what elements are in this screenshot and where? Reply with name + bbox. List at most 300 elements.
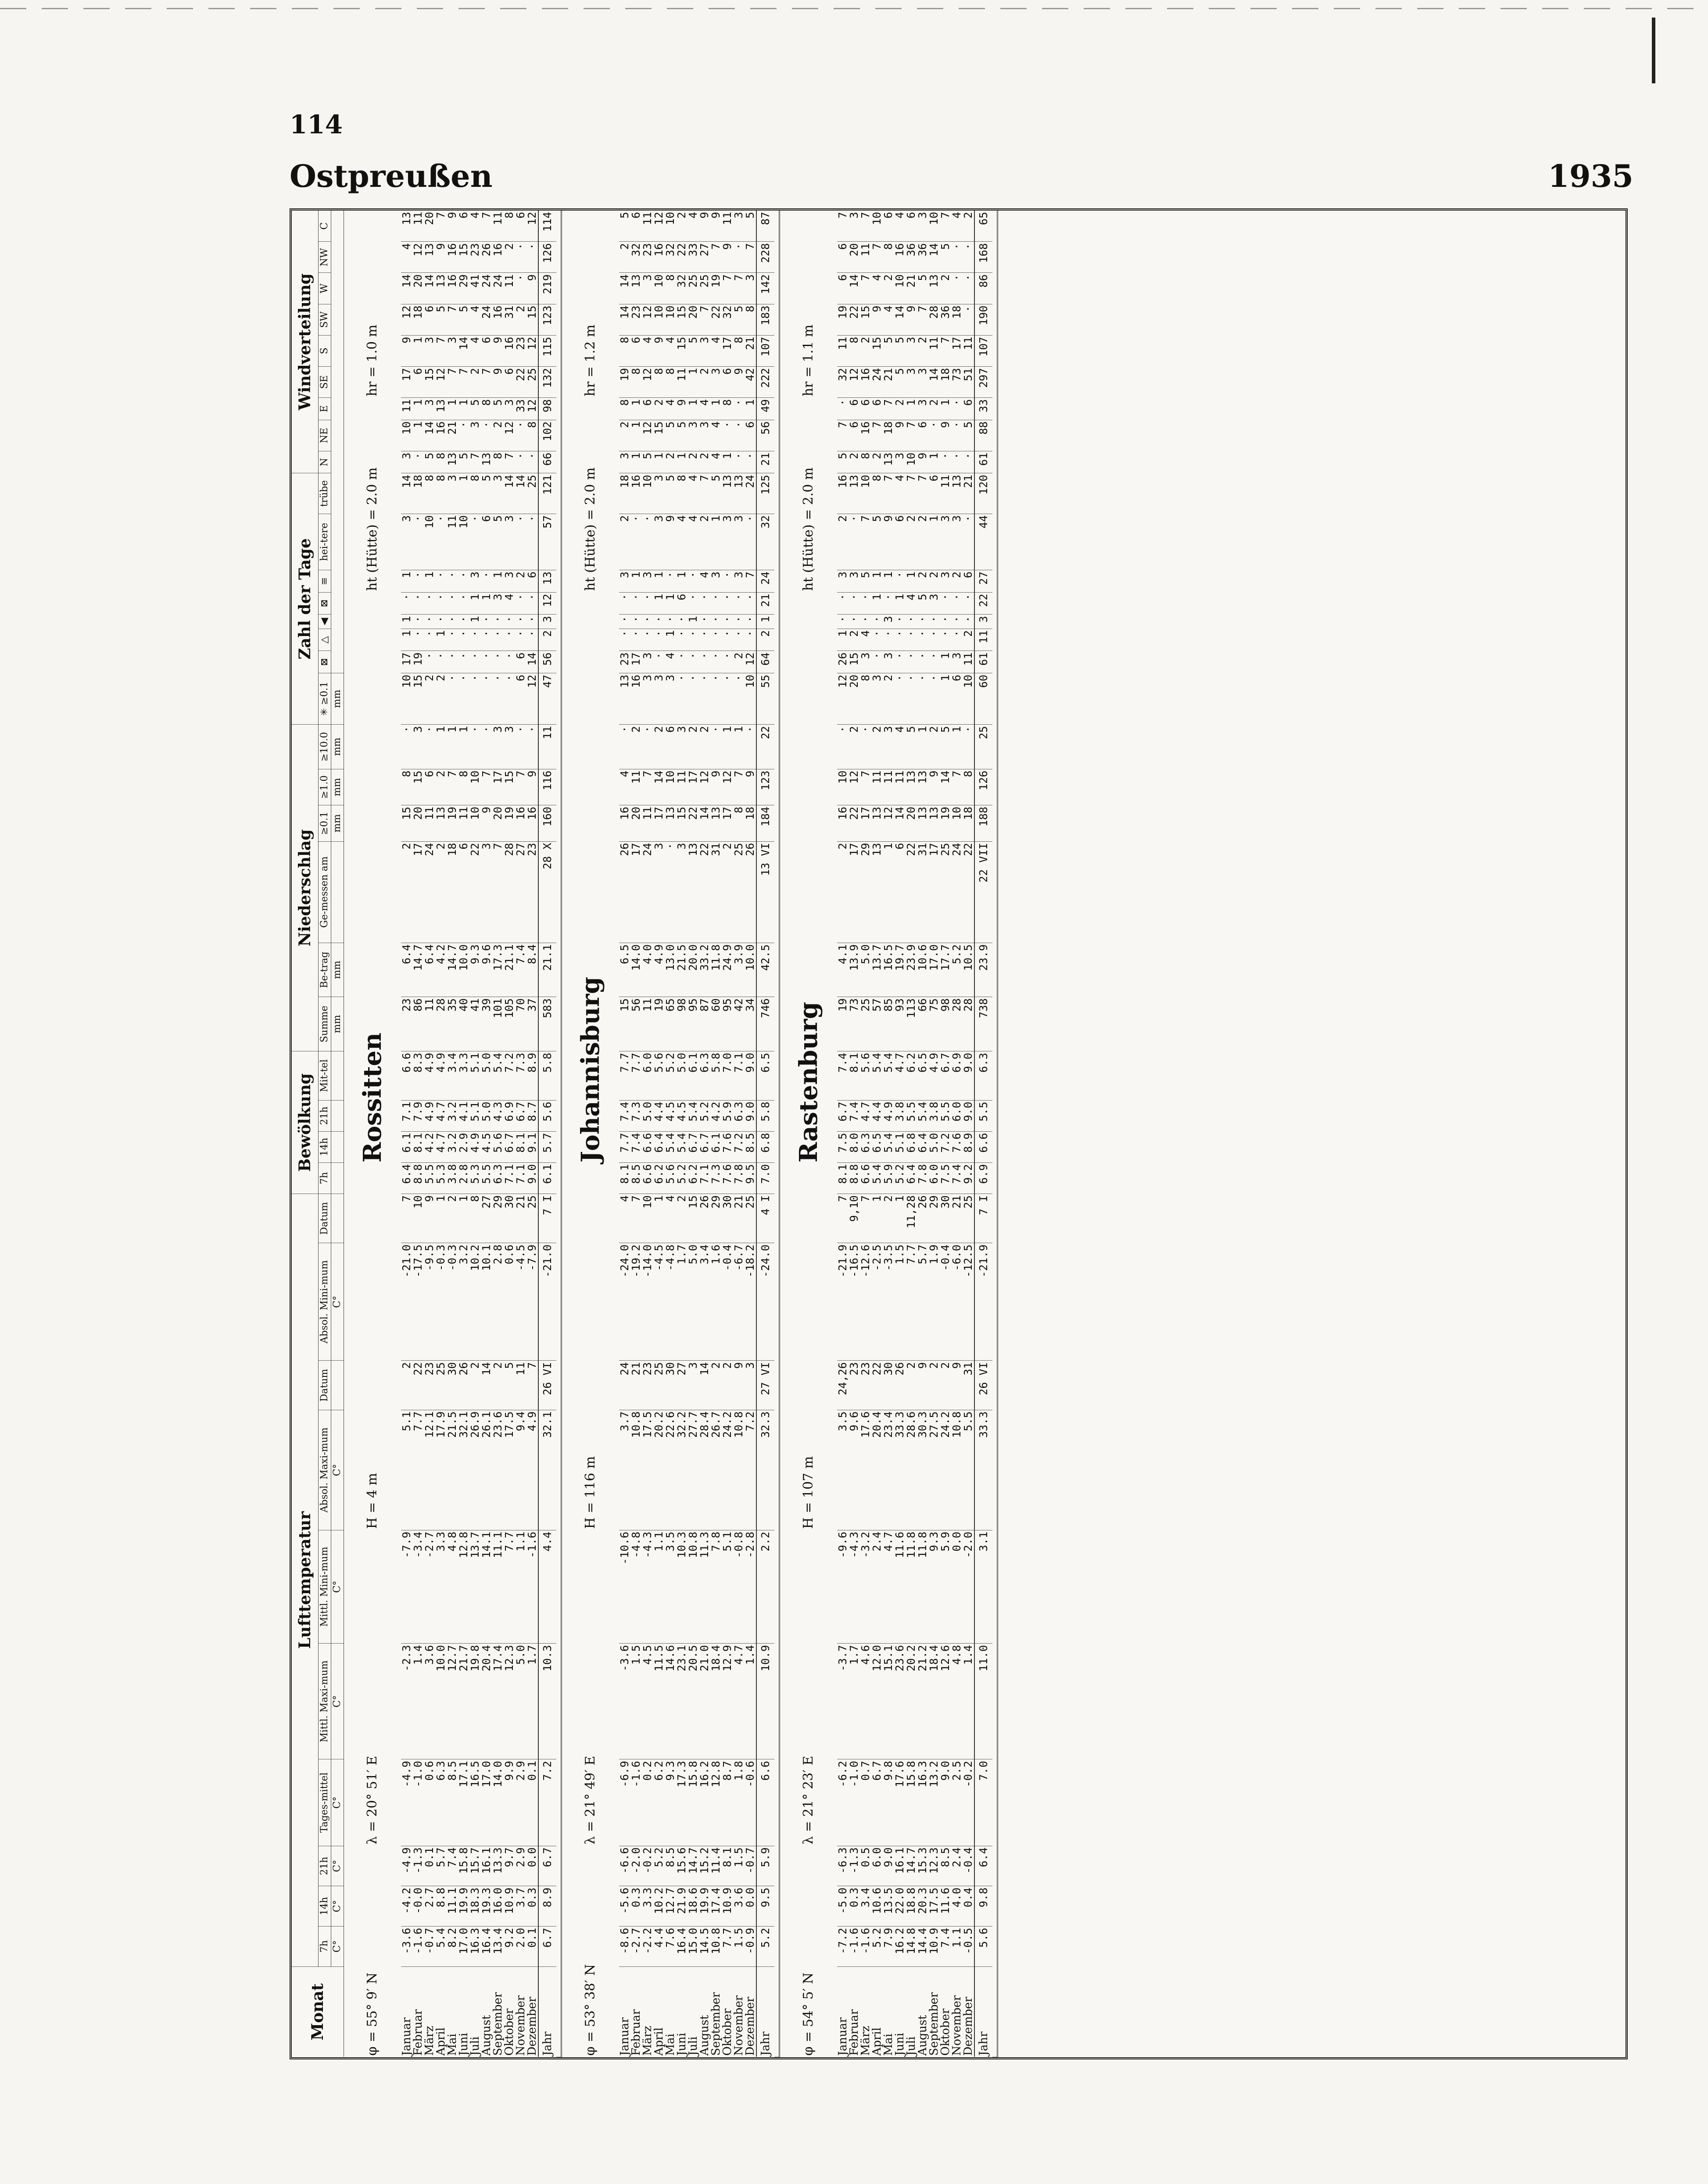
table-cell: · [849,592,860,615]
table-cell: -1.6 [412,1926,424,1966]
table-cell: 3 [504,398,515,420]
table-cell: · [963,615,974,629]
header-21h: 21h [319,1846,331,1886]
table-cell: · [917,615,928,629]
month-label: Januar [836,2017,849,2056]
table-cell: 5.4 [917,1100,928,1131]
table-cell: -2.8 [745,1530,756,1643]
edge-mark [1652,18,1655,83]
table-cell: 23 [849,1361,860,1410]
station-wind-height: hr = 1.0 m [365,324,380,397]
table-cell: · [710,592,722,615]
table-cell: 23.6 [492,1410,504,1530]
table-cell: 13 [871,805,883,841]
table-cell: 7.4 [951,1162,963,1194]
table-cell: 5.4 [687,1100,699,1131]
table-cell: 64 [756,651,774,673]
table-cell: 10 [963,673,974,725]
table-cell: 3 [642,651,653,673]
table-cell: 14.0 [630,943,642,997]
table-cell: 3.4 [447,1051,458,1101]
table-cell: 27 [699,242,710,273]
table-cell: 219 [538,273,556,304]
table-cell: 16.3 [917,1759,928,1846]
table-cell: 2 [928,570,940,592]
table-cell: 15 [676,805,687,841]
table-cell: 5.2 [665,1051,676,1101]
table-cell: 6 [515,211,526,242]
table-cell: 7.7 [722,1926,733,1966]
table-cell: 1 [401,570,412,592]
table-cell: 5.5 [906,1100,917,1131]
table-cell: 11 [642,997,653,1051]
table-cell: 3 [871,673,883,725]
table-cell: 11 [676,366,687,397]
month-label: November [514,1995,527,2056]
table-cell: 3 [642,673,653,725]
table-cell: 2 [699,366,710,397]
table-cell: 6.3 [974,1051,992,1101]
table-cell: 14 [894,304,906,335]
table-cell: · [837,592,849,615]
header-absol-min: Absol. Mini-mum [319,1243,331,1361]
table-cell: 4.4 [653,1100,665,1131]
station-wind-height: hr = 1.1 m [801,324,816,397]
table-cell: 8 [665,366,676,397]
table-cell: -0.2 [963,1759,974,1846]
table-cell: 23 [515,335,526,366]
table-cell: 5.2 [676,1162,687,1194]
table-cell: 7 [447,366,458,397]
table-cell: 32.1 [538,1410,556,1530]
table-cell: 21 [963,473,974,514]
table-cell: 168 [974,242,992,273]
table-cell: 20 [412,273,424,304]
table-cell: 4 [665,335,676,366]
table-cell: · [871,629,883,651]
table-cell: · [526,242,538,273]
table-cell: · [458,420,469,451]
table-cell: 15 [401,805,412,841]
table-cell: 12.7 [447,1644,458,1759]
table-cell: 9.7 [504,1846,515,1886]
table-cell: 23 [619,651,630,673]
table-cell: 6.7 [871,1759,883,1846]
station-coordinates-row [344,211,401,2057]
table-cell: 29 [860,841,871,943]
table-cell: 47 [538,673,556,725]
table-cell: 22 [756,725,774,769]
table-cell: 12.9 [722,1644,733,1759]
table-cell: 3 [401,451,412,473]
header-bew-21h: 21h [319,1100,331,1131]
table-cell: 6 [504,366,515,397]
table-cell: 25 [699,273,710,304]
table-cell: -4.9 [401,1846,412,1886]
table-cell: 23.4 [883,1410,894,1530]
table-cell: 23.6 [894,1644,906,1759]
table-cell: 2 [676,1194,687,1243]
table-cell: 9.6 [849,1410,860,1530]
table-cell: 16 [492,242,504,273]
table-cell: -0.3 [447,1243,458,1361]
table-cell: 14.7 [447,943,458,997]
table-cell: 7.7 [412,1410,424,1530]
table-cell: -4.3 [849,1530,860,1643]
table-cell: 21.1 [538,943,556,997]
table-cell: 16.2 [894,1926,906,1966]
table-cell: 7 [860,211,871,242]
table-cell: 11.3 [699,1530,710,1643]
table-cell: 24 [481,273,492,304]
table-cell: -4.8 [630,1530,642,1643]
header-datum-max: Datum [319,1361,331,1410]
table-cell: 6.5 [756,1051,774,1101]
table-cell: 14.4 [917,1926,928,1966]
table-cell: 2 [722,1361,733,1410]
table-cell: 4.3 [492,1100,504,1131]
header-wind-c: C [319,211,331,242]
table-cell: 14 [515,473,526,514]
table-cell: 31 [917,841,928,943]
table-cell: -7.9 [526,1243,538,1361]
table-cell: 20.2 [653,1410,665,1530]
month-label: Juli [905,2036,918,2056]
table-cell: 2 [538,629,556,651]
table-cell: · [733,420,745,451]
table-cell: 3 [745,1361,756,1410]
table-cell: 23.9 [974,943,992,997]
table-cell: 17.7 [940,943,951,997]
table-cell: 26.7 [710,1410,722,1530]
table-cell: 1 [906,570,917,592]
table-cell: 5.0 [515,1644,526,1759]
table-cell: 14 [401,273,412,304]
table-cell: -4.2 [401,1886,412,1927]
table-cell: 6 [515,651,526,673]
header-7h: 7h [319,1926,331,1966]
table-cell: 2 [906,1361,917,1410]
table-cell: 7 [699,473,710,514]
table-cell: · [481,651,492,673]
table-cell: 4.9 [469,1131,481,1162]
table-cell: 16.5 [469,1759,481,1846]
table-cell: 5.6 [665,1162,676,1194]
table-cell: 8.5 [447,1759,458,1846]
table-cell: 73 [849,997,860,1051]
table-cell: 11 [630,769,642,805]
month-label: April [652,2027,666,2056]
table-cell: 19 [710,273,722,304]
table-cell: 1 [469,592,481,615]
table-cell: 6.4 [401,943,412,997]
table-cell: 5.3 [435,1162,447,1194]
station-coordinates-row [780,211,838,2057]
table-cell: 7.1 [515,1162,526,1194]
table-cell: 17 [412,841,424,943]
table-cell: 8.1 [722,1846,733,1886]
table-cell: -10.6 [619,1530,630,1643]
table-cell: 10.2 [469,1243,481,1361]
table-cell: 60 [974,673,992,725]
table-cell: · [665,615,676,629]
station-lambda: λ = 20° 51′ E [365,1755,380,1845]
table-cell: 6.0 [871,1846,883,1886]
table-cell: 6.8 [756,1131,774,1162]
table-cell: · [619,615,630,629]
climate-table [292,211,998,2057]
table-cell: 8 [665,273,676,304]
table-cell: 14 [653,769,665,805]
table-cell: 7 [860,1194,871,1243]
table-cell: 228 [756,242,774,273]
table-cell: 6.7 [940,1051,951,1101]
table-cell: 24.9 [722,943,733,997]
table-cell: 32 [630,242,642,273]
table-cell: 17.5 [928,1886,940,1927]
table-row [883,211,894,2057]
table-cell: 6 [860,398,871,420]
table-cell: 13 [710,805,722,841]
table-cell: 7.4 [849,1100,860,1131]
table-cell: 3 [699,420,710,451]
month-label: August [916,2015,929,2056]
table-row [894,211,906,2057]
table-cell: 0.0 [951,1530,963,1643]
table-cell: 25 [860,997,871,1051]
table-cell: -14.0 [642,1243,653,1361]
header-ns-10: ≥1.0 [319,769,331,805]
table-cell: 1 [469,615,481,629]
table-cell: 20.5 [687,1644,699,1759]
table-cell: 26 [917,1194,928,1243]
table-cell: 5.4 [871,1051,883,1101]
table-cell: 14 [928,366,940,397]
table-cell: 1 [447,398,458,420]
page-year: 1935 [1548,158,1633,194]
table-cell: 7 [642,769,653,805]
table-row [458,211,469,2057]
table-cell: 21.2 [917,1644,928,1759]
table-cell: 8.8 [849,1162,860,1194]
table-cell: · [424,725,435,769]
table-cell: 16 [526,805,538,841]
table-cell: 7.7 [619,1131,630,1162]
table-cell: 57 [871,997,883,1051]
table-cell: 1 [458,398,469,420]
table-cell: 3 [469,420,481,451]
table-cell: 15 [860,304,871,335]
table-cell: 5.0 [676,1051,687,1101]
table-cell: 15 [504,769,515,805]
table-cell: · [963,451,974,473]
table-cell: · [722,592,733,615]
table-cell: 9.2 [504,1926,515,1966]
table-cell: 125 [756,473,774,514]
table-cell: 25 [963,1194,974,1243]
table-cell: 8 [722,398,733,420]
table-cell: 9 [894,420,906,451]
table-cell: 3 [917,211,928,242]
table-cell: 3 [401,514,412,570]
table-cell: 6 [630,335,642,366]
table-cell: · [963,592,974,615]
table-cell: 11 [447,514,458,570]
table-cell: 6 [481,335,492,366]
table-cell: 2 [515,304,526,335]
table-cell: · [515,725,526,769]
table-cell: 6.4 [917,1131,928,1162]
table-cell: 95 [722,997,733,1051]
table-cell: 3.3 [435,1530,447,1643]
table-cell: 9 [917,451,928,473]
table-cell: · [849,514,860,570]
table-cell: 17.1 [458,1759,469,1846]
table-cell: 15.0 [687,1926,699,1966]
table-cell: 4.9 [928,1051,940,1101]
table-cell: 17.0 [458,1926,469,1966]
table-cell: · [710,673,722,725]
table-cell: -0.2 [642,1846,653,1886]
table-cell: 13 [424,242,435,273]
header-heitere: hei-tere [319,514,331,570]
table-row [928,211,940,2057]
table-cell: · [906,615,917,629]
table-cell: 1.4 [412,1644,424,1759]
table-row [722,211,733,2057]
table-cell: 4 [894,473,906,514]
table-cell: 9 [733,366,745,397]
table-cell: 5.6 [653,1051,665,1101]
header-absol-max: Absol. Maxi-mum [319,1410,331,1530]
table-cell: 10.8 [710,1926,722,1966]
table-cell: · [676,615,687,629]
table-cell: 7 [504,451,515,473]
table-cell: 4.7 [435,1131,447,1162]
table-cell: 7.8 [710,1530,722,1643]
table-cell: 33.3 [894,1410,906,1530]
month-label: März [423,2026,436,2056]
table-cell: 9.0 [745,1051,756,1101]
table-cell: 27 [481,1194,492,1243]
table-cell: 9 [401,335,412,366]
table-cell: 13.2 [928,1759,940,1846]
table-cell: 4 [469,211,481,242]
table-cell: 55 [756,673,774,725]
table-cell: 25 [974,725,992,769]
table-cell: 6.7 [837,1100,849,1131]
table-cell: 5.0 [687,1243,699,1361]
header-bew-7h: 7h [319,1162,331,1194]
table-cell: 14.1 [481,1530,492,1643]
table-cell: 22 VII [974,841,992,943]
table-cell: 7.2 [733,1131,745,1162]
table-cell: 10.6 [871,1886,883,1927]
table-cell: 1 [412,335,424,366]
table-cell: 26 [458,1361,469,1410]
table-cell: 4 [699,570,710,592]
table-cell: 22 [687,805,699,841]
table-cell: · [745,451,756,473]
table-cell: 6 [424,769,435,805]
table-cell: · [515,629,526,651]
table-cell: 3.2 [458,1243,469,1361]
table-cell: 98 [676,997,687,1051]
table-cell: 12 [538,592,556,615]
table-cell: 60 [710,997,722,1051]
table-cell: 1 [917,725,928,769]
table-cell: 1 [458,473,469,514]
table-cell: 2 [871,451,883,473]
table-cell: · [940,451,951,473]
table-cell: 3 [722,514,733,570]
table-cell: 6.8 [906,1131,917,1162]
table-cell: 3 [940,570,951,592]
table-cell: · [951,629,963,651]
table-cell: 24 [642,841,653,943]
table-cell: 7 [871,420,883,451]
table-cell: 26.9 [469,1410,481,1530]
table-cell: 4 [860,629,871,651]
table-cell: 2.4 [871,1530,883,1643]
table-cell: 2 [435,673,447,725]
table-cell: -0.0 [412,1886,424,1927]
table-cell: · [469,725,481,769]
spacer-cell [992,211,998,2057]
table-cell: 12 [504,420,515,451]
table-cell: 16 [860,366,871,397]
table-cell: · [481,673,492,725]
table-cell: 2 [492,1361,504,1410]
table-cell: 7 [883,398,894,420]
table-cell: 1 [401,629,412,651]
table-cell: 65 [665,997,676,1051]
table-cell: · [894,570,906,592]
table-cell: 3 [492,725,504,769]
table-cell: 28 [504,841,515,943]
table-cell: -21.0 [538,1243,556,1361]
table-cell: 7.4 [619,1100,630,1131]
table-cell: 6.3 [733,1100,745,1131]
table-cell: · [447,570,458,592]
table-cell: -18.2 [745,1243,756,1361]
table-cell: · [710,629,722,651]
table-cell: 1 [458,725,469,769]
table-cell: 22.0 [894,1886,906,1927]
table-cell: 13.5 [883,1886,894,1927]
table-cell: 123 [756,769,774,805]
table-cell: 6.1 [710,1131,722,1162]
table-cell: 2 [492,420,504,451]
table-cell: 1 [458,1194,469,1243]
table-cell: 24 [951,841,963,943]
table-cell: 12 [849,769,860,805]
table-cell: 2 [630,725,642,769]
table-cell: · [481,570,492,592]
table-cell: 21 [756,592,774,615]
table-cell: · [412,615,424,629]
unit-blank [331,1100,344,1131]
table-cell: 2 [665,451,676,473]
table-cell: -2.7 [424,1530,435,1643]
table-cell: 24 [756,570,774,592]
table-cell: 107 [974,335,992,366]
table-cell: 7 [630,1194,642,1243]
table-cell: · [722,570,733,592]
table-cell: 11 [871,769,883,805]
table-cell: 6 [745,420,756,451]
table-cell: 9 [871,304,883,335]
